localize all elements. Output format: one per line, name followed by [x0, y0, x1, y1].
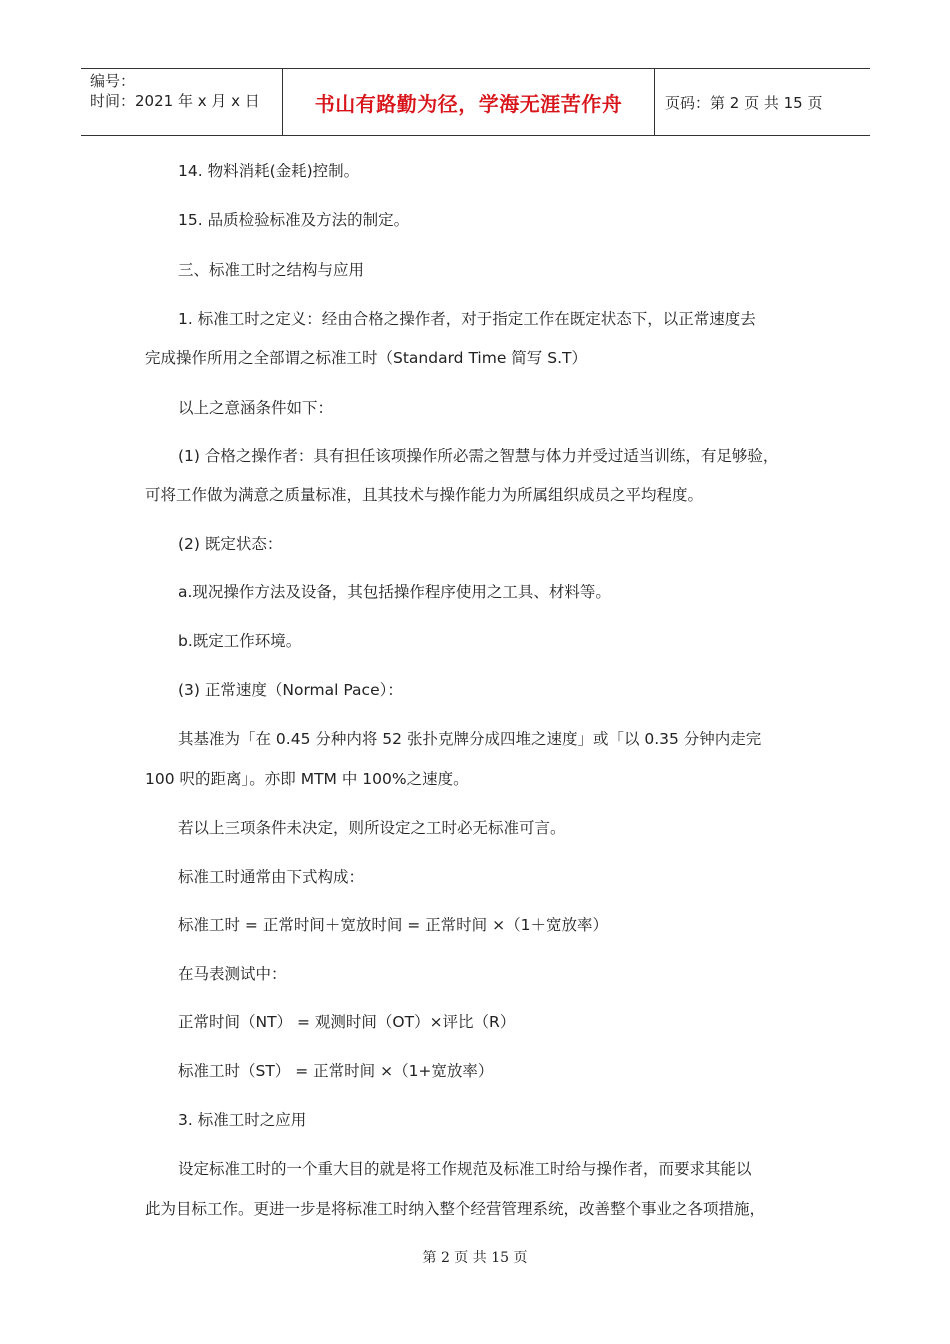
condition-2-heading: (2) 既定状态： — [178, 535, 283, 553]
conditions-intro: 以上之意涵条件如下： — [178, 399, 334, 417]
conditions-note: 若以上三项条件未决定，则所设定之工时必无标准可言。 — [178, 819, 566, 837]
application-heading: 3. 标准工时之应用 — [178, 1111, 307, 1129]
condition-2-item-a: a.现况操作方法及设备，其包括操作程序使用之工具、材料等。 — [178, 583, 611, 601]
paragraph-item-15: 15. 品质检验标准及方法的制定。 — [178, 211, 410, 229]
page-code: 页码：第 2 页 共 15 页 — [665, 93, 823, 112]
stopwatch-intro: 在马表测试中： — [178, 965, 287, 983]
formula-st: 标准工时（ST） = 正常时间 ×（1+宽放率） — [178, 1062, 494, 1080]
formula-intro: 标准工时通常由下式构成： — [178, 868, 365, 886]
page-footer: 第 2 页 共 15 页 — [422, 1250, 528, 1266]
definition-line-1: 1. 标准工时之定义：经由合格之操作者，对于指定工作在既定状态下，以正常速度去 — [178, 310, 756, 328]
motto-text: 书山有路勤为径，学海无涯苦作舟 — [314, 91, 623, 116]
header-meta-cell — [81, 69, 282, 135]
header-page-cell — [655, 69, 870, 135]
condition-3-heading: (3) 正常速度（Normal Pace）： — [178, 681, 403, 699]
section-heading: 三、标准工时之结构与应用 — [178, 261, 365, 279]
header-motto-cell — [282, 69, 655, 135]
date-line: 时间：2021 年 x 月 x 日 — [90, 92, 260, 110]
document-header — [81, 68, 870, 136]
normal-pace-line-2: 100 呎的距离」。亦即 MTM 中 100%之速度。 — [145, 770, 469, 788]
application-line-1: 设定标准工时的一个重大目的就是将工作规范及标准工时给与操作者，而要求其能以 — [178, 1160, 752, 1178]
paragraph-item-14: 14. 物料消耗(金耗)控制。 — [178, 162, 360, 180]
condition-2-item-b: b.既定工作环境。 — [178, 632, 302, 650]
condition-1-line-2: 可将工作做为满意之质量标准，且其技术与操作能力为所属组织成员之平均程度。 — [145, 486, 704, 504]
application-line-2: 此为目标工作。更进一步是将标准工时纳入整个经营管理系统，改善整个事业之各项措施， — [145, 1200, 766, 1218]
formula-standard-time: 标准工时 = 正常时间＋宽放时间 = 正常时间 ×（1＋宽放率） — [178, 916, 608, 934]
condition-1-line-1: (1) 合格之操作者：具有担任该项操作所必需之智慧与体力并受过适当训练，有足够验， — [178, 447, 779, 465]
formula-normal-time: 正常时间（NT） = 观测时间（OT）×评比（R） — [178, 1013, 516, 1031]
serial-number-label: 编号： — [90, 72, 136, 90]
normal-pace-line-1: 其基准为「在 0.45 分种内将 52 张扑克牌分成四堆之速度」或「以 0.35 分钟内走完 — [178, 730, 762, 748]
definition-line-2: 完成操作所用之全部谓之标准工时（Standard Time 简写 S.T） — [145, 349, 587, 367]
